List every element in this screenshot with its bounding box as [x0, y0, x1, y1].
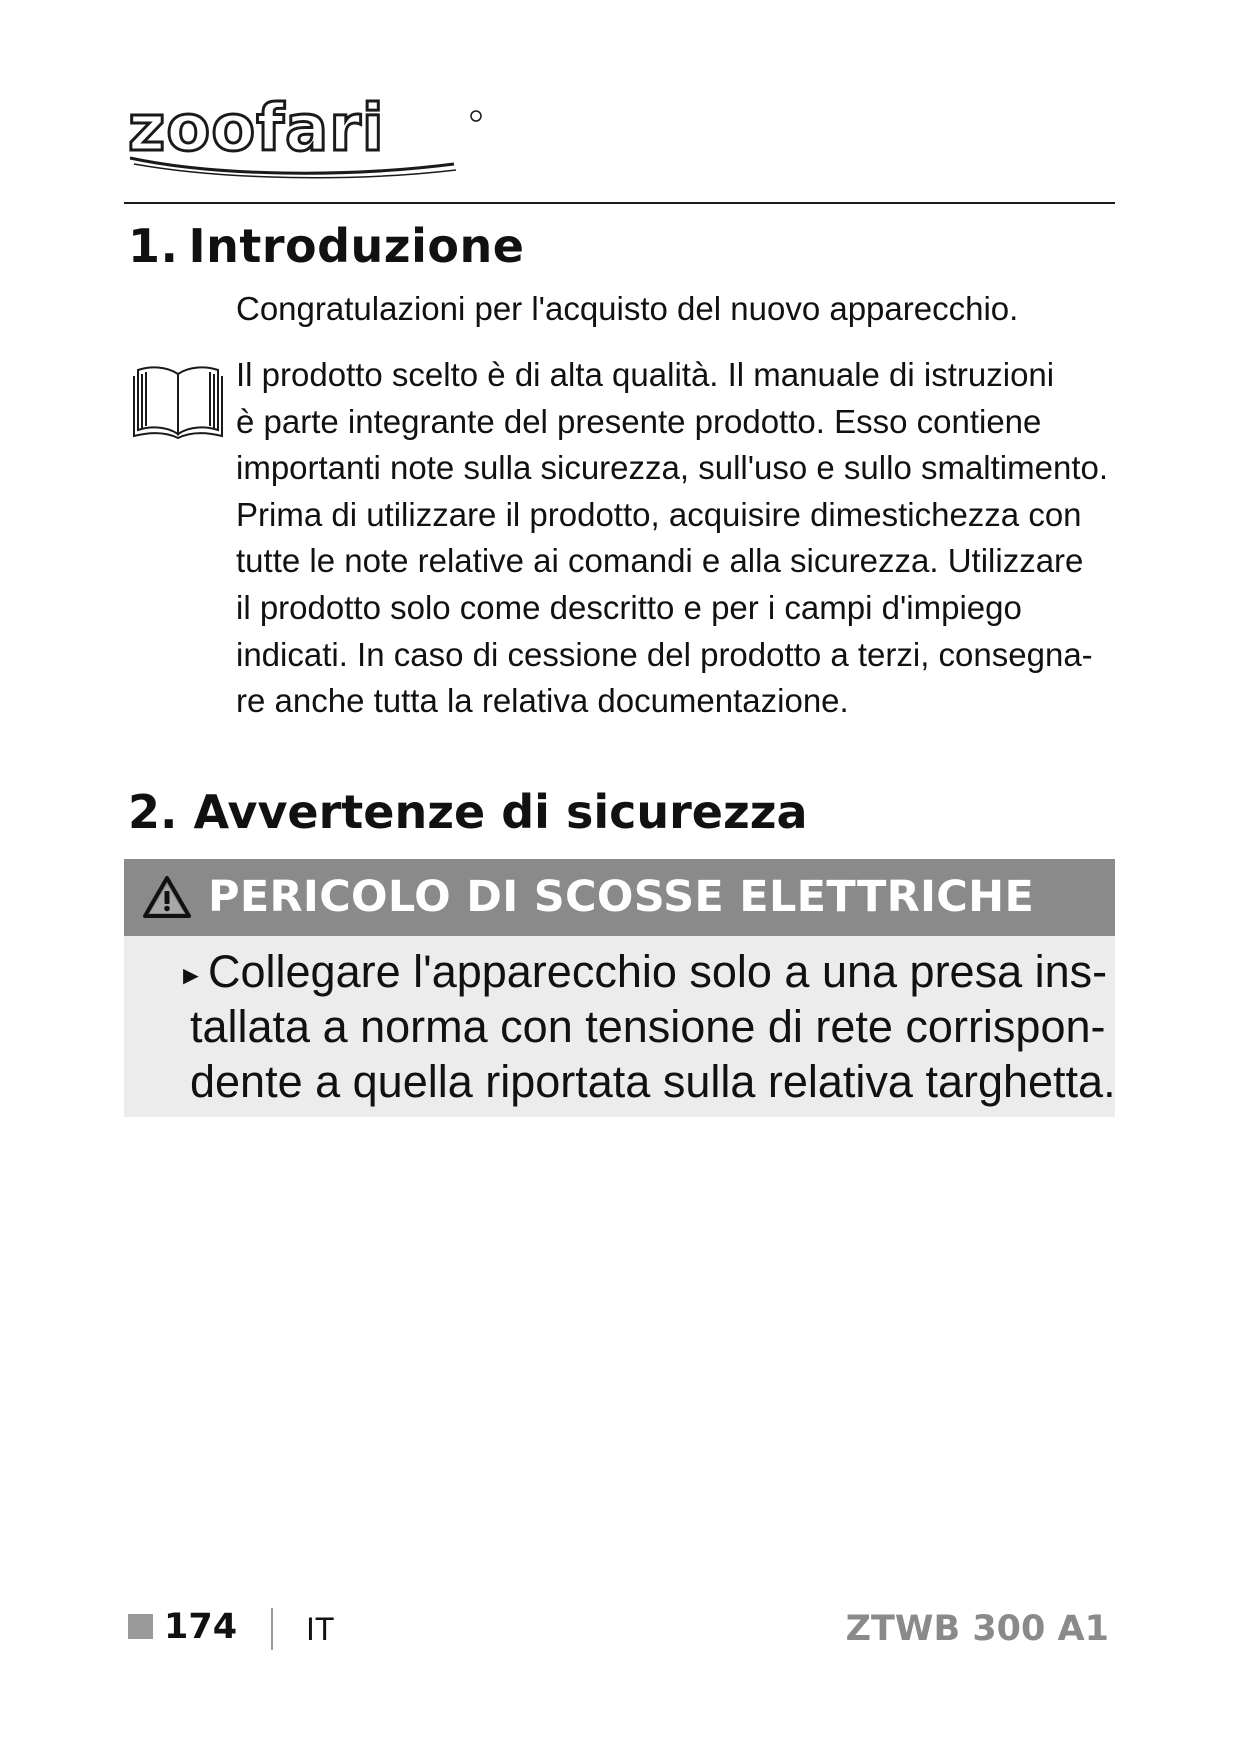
section-2-heading: 2. Avvertenze di sicurezza — [128, 785, 808, 839]
intro-line: importanti note sulla sicurezza, sull'uso e sullo smaltimento. — [236, 449, 1109, 487]
intro-line: il prodotto solo come descritto e per i campi d'impiego — [236, 588, 1022, 626]
intro-lead-text: Congratulazioni per l'acquisto del nuovo apparecchio. — [236, 290, 1019, 327]
language-code: IT — [306, 1611, 335, 1647]
footer-marker-square — [128, 1614, 153, 1639]
warning-line: dente a quella riportata sulla relativa targhetta. — [190, 1056, 1116, 1107]
warning-header — [124, 859, 1115, 936]
intro-line: Il prodotto scelto è di alta qualità. Il manuale di istruzioni — [236, 356, 1055, 393]
warning-line: Collegare l'apparecchio solo a una presa ins- — [208, 946, 1108, 997]
intro-line: re anche tutta la relativa documentazione. — [236, 682, 849, 720]
intro-body — [236, 352, 1116, 725]
warning-text — [186, 944, 1116, 1109]
warning-triangle-icon — [142, 875, 192, 919]
svg-text:zoofari: zoofari — [128, 92, 385, 166]
model-number: ZTWB 300 A1 — [845, 1609, 1109, 1649]
warning-body — [124, 936, 1115, 1117]
footer-separator — [271, 1608, 273, 1650]
section-1-number: 1. — [128, 219, 179, 273]
page-number: 174 — [164, 1607, 238, 1647]
warning-title: PERICOLO DI SCOSSE ELETTRICHE — [208, 872, 1035, 922]
warning-line: tallata a norma con tensione di rete corrispon- — [190, 1001, 1106, 1052]
intro-line: Prima di utilizzare il prodotto, acquisire dimestichezza con — [236, 495, 1082, 533]
brand-logo — [124, 88, 494, 183]
manual-book-icon — [130, 360, 226, 440]
intro-line: indicati. In caso di cessione del prodotto a terzi, consegna- — [236, 635, 1093, 673]
zoofari-logo-icon — [124, 88, 494, 183]
intro-line: è parte integrante del presente prodotto. Esso contiene — [236, 402, 1042, 440]
section-1-heading — [128, 216, 524, 276]
intro-line: tutte le note relative ai comandi e alla sicurezza. Utilizzare — [236, 542, 1084, 580]
section-1-title: Introduzione — [188, 219, 525, 273]
bullet-arrow-icon: ► — [178, 960, 204, 990]
top-divider — [124, 202, 1115, 204]
